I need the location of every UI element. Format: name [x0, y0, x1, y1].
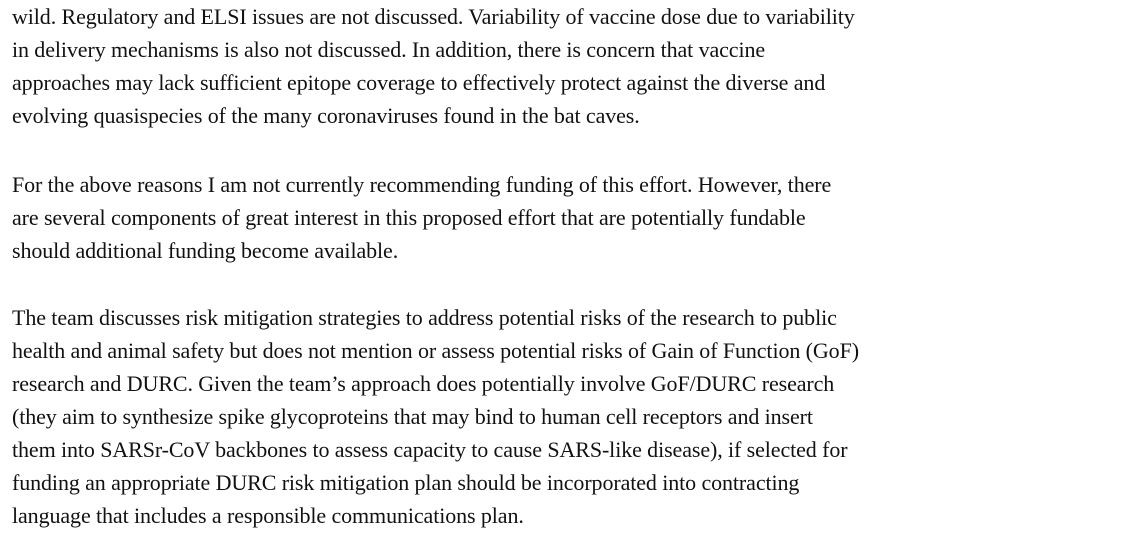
- text-line: wild. Regulatory and ELSI issues are not discussed. Variability of vaccine dose due to variability: [12, 4, 855, 29]
- text-line: For the above reasons I am not currently recommending funding of this effort. However, there: [12, 172, 832, 197]
- text-line: funding an appropriate DURC risk mitigation plan should be incorporated into contracting: [12, 470, 800, 495]
- text-line: are several components of great interest in this proposed effort that are potentially fundable: [12, 205, 806, 230]
- paragraph-risk-mitigation: [12, 301, 859, 532]
- text-line: evolving quasispecies of the many coronaviruses found in the bat caves.: [12, 103, 640, 128]
- paragraph-funding-recommendation: [12, 168, 831, 267]
- text-line: The team discusses risk mitigation strategies to address potential risks of the research to public: [12, 305, 837, 330]
- text-line: approaches may lack sufficient epitope coverage to effectively protect against the diverse and: [12, 70, 826, 95]
- text-line: research and DURC. Given the team’s approach does potentially involve GoF/DURC research: [12, 371, 835, 396]
- text-line: them into SARSr-CoV backbones to assess capacity to cause SARS-like disease), if selected for: [12, 437, 848, 462]
- text-line: (they aim to synthesize spike glycoproteins that may bind to human cell receptors and insert: [12, 404, 813, 429]
- text-line: in delivery mechanisms is also not discussed. In addition, there is concern that vaccine: [12, 37, 766, 62]
- text-line: health and animal safety but does not mention or assess potential risks of Gain of Function (GoF): [12, 338, 859, 363]
- paragraph-vaccine-concerns: [12, 0, 855, 132]
- text-line: should additional funding become available.: [12, 238, 399, 263]
- text-line: language that includes a responsible communications plan.: [12, 503, 524, 528]
